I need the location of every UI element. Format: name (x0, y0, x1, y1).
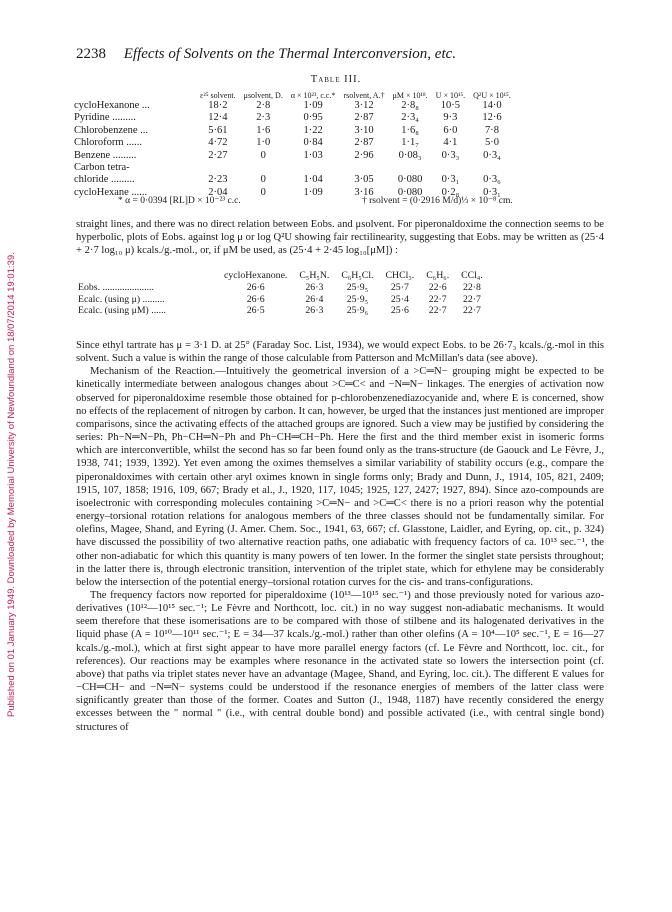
page-number: 2238 (76, 46, 106, 62)
table-footnote-alpha: * α = 0·0394 [RL]D × 10⁻²³ c.c. (118, 196, 241, 206)
paragraph-ethyl-tartrate: Since ethyl tartrate has μ = 3·1 D. at 25° (Faraday Soc. List, 1934), we would expect Eobs. to be 26·7₃ kcals./g.-mol in this solvent. Such a value is within the range of those calculable from Patterson and McMillan's data (see above). (76, 340, 604, 365)
table-cell: 26·6 (246, 281, 265, 293)
row-label: Ecalc. (using μM) ...... (78, 305, 166, 317)
page-header (76, 46, 601, 63)
table-cell: 22·6 (428, 281, 447, 293)
table-cell: 0·95 (303, 112, 323, 124)
row-label: Ecalc. (using μ) ......... (78, 293, 165, 305)
table-cell: 22·7 (462, 293, 481, 305)
table-cell: 2·23 (208, 174, 228, 186)
table-cell: 2·8 (256, 100, 271, 111)
table-cell: 7·8 (484, 124, 499, 136)
table-cell: 22·8 (462, 281, 481, 293)
column-header: C₆H₅Cl. (341, 270, 374, 281)
main-text (76, 339, 604, 734)
table-row (72, 162, 515, 174)
table-cell: 2·96 (354, 149, 374, 161)
table-cell: 2·87 (354, 112, 374, 124)
table-cell: 0 (260, 186, 266, 198)
table-cell: 25·9₆ (346, 305, 369, 317)
table-cell: 22·7 (428, 293, 447, 305)
table-cell: 26·5 (246, 305, 265, 317)
table-cell: 1·0 (256, 137, 271, 149)
table-cell: 6·0 (443, 124, 458, 136)
table-cell (432, 162, 469, 174)
table-row (76, 294, 489, 306)
column-header: rsolvent, A.† (343, 91, 385, 100)
column-header: cycloHexanone. (224, 270, 288, 281)
table-row (72, 125, 515, 137)
table-cell (196, 162, 240, 174)
table-cell: 5·0 (484, 137, 499, 149)
table-cell: 14·0 (482, 100, 502, 111)
table-cell: 3·10 (354, 124, 374, 136)
table-cell: 0·08₃ (398, 149, 422, 161)
column-header: CCl₄. (461, 270, 483, 281)
table-cell: 25·6 (390, 305, 409, 317)
column-header: U × 10¹⁵. (435, 91, 466, 100)
table-cell: 18·2 (208, 100, 228, 111)
table-cell: 1·09 (303, 186, 323, 198)
column-header: C₆H₆. (426, 270, 450, 281)
column-header: α × 10²³, c.c.* (290, 91, 336, 100)
row-label: Chlorobenzene ... (74, 124, 149, 136)
table-cell: 2·87 (354, 137, 374, 149)
column-header (76, 270, 218, 282)
table-cell: 26·3 (305, 281, 324, 293)
row-label: Benzene ......... (74, 149, 137, 161)
table-row (72, 100, 515, 112)
solvent-properties-table (72, 92, 515, 199)
table-cell: 1·6₈ (401, 124, 419, 136)
table-cell: 3·05 (354, 174, 374, 186)
table-cell: 1·22 (303, 124, 323, 136)
column-header: μM × 10¹⁸. (392, 91, 428, 100)
table-cell (389, 162, 432, 174)
table-cell: 0 (260, 149, 266, 161)
table-cell: 26·6 (246, 293, 265, 305)
table-cell: 0·3₆ (483, 174, 501, 186)
table-cell: 5·61 (208, 124, 228, 136)
column-header: C₅H₅N. (299, 270, 330, 281)
table-footnote-r: † rsolvent = (0·2916 M/d)⅓ × 10⁻⁸ cm. (362, 196, 513, 206)
row-label: Eobs. ..................... (78, 281, 154, 293)
row-label: chloride ......... (74, 174, 135, 186)
table-cell: 0·3₁ (441, 174, 460, 186)
table-cell: 1·6 (256, 124, 271, 136)
column-header: ε²⁵ solvent. (200, 91, 236, 100)
table-row (76, 305, 489, 317)
table-cell: 26·3 (305, 305, 324, 317)
table-cell: 1·04 (303, 174, 323, 186)
table-cell: 0·84 (303, 137, 323, 149)
table-cell: 2·27 (208, 149, 228, 161)
table-cell (469, 162, 515, 174)
table-row (72, 137, 515, 149)
table-cell: 0·080 (397, 186, 423, 198)
table-row (72, 174, 515, 186)
table-cell: 25·7 (390, 281, 409, 293)
table-cell (287, 162, 340, 174)
table-cell: 0·2₈ (441, 186, 460, 198)
table-cell: 26·4 (305, 293, 324, 305)
row-label: cycloHexanone ... (74, 100, 150, 111)
paragraph-mechanism: Mechanism of the Reaction.—Intuitively the geometrical inversion of a >C═N− grouping might be expected to be kinetically intermediate between analogous changes about >C═C< and −N═N− linkages. The energies of activation now observed for piperonaldoxime resemble those obtained for p-chlorobenzenediazocyanide and, where E is concerned, show no effects of the replacement of nitrogen by carbon. It can, however, be urged that the instances just mentioned are improper comparisons, since the activating effects of the attached groups are ignored. Such a view may be justified by considering the series: Ph−N═N−Ph, Ph−CH═N−Ph and Ph−CH═CH−Ph. Here the first and the third member exist in isomeric forms which are interconvertible, whilst the second has so far been found only as the trans-structure (de Gaouck and Le Fèvre, J., 1938, 741; 1939, 1392). Yet even among the oximes themselves a similar variability of stability occurs (e.g., compare the piperonaldoximes with certain other aryl oximes known in single forms only; Brady and Dunn, J., 1914, 105, 821, 2409; 1915, 107, 1858; 1916, 109, 667; Brady et al., J., 1920, 117, 1045; 1925, 127, 2427; 1927, 894). Since azo-compounds are isoelectronic with corresponding molecules containing >C═N− and >C═C< there is no a priori reason why the potential energy–torsional rotation relations for analogous members of the three classes should not be fundamentally similar. For olefins, Magee, Shand, and Eyring (J. Amer. Chem. Soc., 1941, 63, 667; cf. Glasstone, Laidler, and Eyring, op. cit., p. 324) have discussed the possibility of two alternative reaction paths, one adiabatic with frequency factors of ca. 10¹³ sec.⁻¹, the other non-adiabatic for which this quantity is many powers of ten lower. In the former the singlet state persists throughout; in the latter there is, through electronic transition, intervention of the triplet state, which for ethylene may be considerably below the intersection of the potential energy–torsional rotation curves for the cis- and trans-configurations. (76, 366, 604, 588)
table-row (76, 282, 489, 294)
table-cell: 1·03 (303, 149, 323, 161)
column-header: Q²U × 10¹⁵. (473, 91, 511, 100)
table-cell: 2·3 (256, 112, 271, 124)
publication-sidebar-note: Published on 01 January 1949. Downloaded by Memorial University of Newfoundland on 18/07/2014 19:01:39. (6, 252, 17, 718)
table-cell: 25·4 (390, 293, 409, 305)
table-cell: 10·5 (440, 100, 461, 111)
table-cell: 22·7 (462, 305, 481, 317)
paragraph-frequency-factors: The frequency factors now reported for piperaldoxime (10¹³—10¹⁵ sec.⁻¹) and those previously noted for various azo-derivatives (10¹²—10¹⁵ sec.⁻¹; Le Fèvre and Northcott, loc. cit.) in no way suggest non-adiabatic mechanisms. It would seem therefore that these isomerisations are to be compared with those of stilbene and its halogenated derivatives in the liquid phase (A = 10¹⁰—10¹¹ sec.⁻¹; E = 34—37 kcals./g.-mol.) rather than other olefins (A = 10⁴—10⁵ sec.⁻¹, E = 16—27 kcals./g.-mol.), which at first sight appear to have more parallel energy factors (cf. Le Fèvre and Northcott, loc. cit., for references). Our reactions may be examples where resonance in the activated state so lowers the intersection point (cf. above) that paths via triplet states never have an advantage (Magee, Shand, and Eyring, loc. cit.). The different E values for −CH═CH− and −N═N− systems could be understood if the resonance energies of members of the latter class were significantly greater than those of the former. Coates and Sutton (J., 1948, 1187) have recently considered the energy excesses between the " normal " (i.e., with central double bond) and possible activated (i.e., with central single bond) structures of (76, 589, 604, 733)
table-cell: 12·6 (482, 112, 502, 124)
row-label: Chloroform ...... (74, 137, 142, 149)
table-cell: 12·4 (208, 112, 228, 124)
table-cell: 4·1 (443, 137, 458, 149)
row-label: cycloHexane ...... (74, 186, 148, 198)
table-cell: 9·3 (443, 112, 458, 124)
table-cell (339, 162, 388, 174)
table-cell: 22·7 (428, 305, 447, 317)
table-cell: 2·04 (208, 186, 228, 198)
table-cell: 0 (260, 174, 266, 186)
table-row (72, 112, 515, 124)
table-cell: 1·1₇ (401, 137, 419, 149)
table-cell: 0·080 (397, 174, 423, 186)
table-cell: 3·16 (354, 186, 374, 198)
table-cell: 1·09 (303, 100, 323, 111)
table-cell: 25·9₅ (346, 281, 369, 293)
column-header (72, 92, 196, 100)
energy-comparison-table (76, 270, 489, 317)
table-row (72, 150, 515, 162)
table-cell: 4·72 (208, 137, 228, 149)
table-cell: 2·3₄ (401, 112, 419, 124)
table-cell (240, 162, 287, 174)
table-cell: 0·3₄ (483, 149, 501, 161)
table-cell: 0·3₁ (483, 186, 501, 198)
table-cell: 3·12 (354, 100, 374, 111)
column-header: CHCl₃. (385, 270, 415, 281)
running-title: Effects of Solvents on the Thermal Interconversion, etc. (123, 46, 457, 62)
table-cell: 0·3₃ (441, 149, 460, 161)
column-header: μsolvent, D. (243, 91, 283, 100)
table-caption: Table III. (310, 74, 362, 85)
paragraph-intro: straight lines, and there was no direct relation between Eobs. and μsolvent. For piperonaldoxime the connection seems to be hyperbolic, plots of Eobs. against log μ or log Q²U showing fair rectilinearity, suggesting that Eobs. may be written as (25·4 + 2·7 log₁₀ μ) kcals./g.-mol., or, if μM be used, as (25·4 + 2·45 log₁₀[μM]) : (76, 219, 604, 257)
row-label: Pyridine ......... (74, 112, 136, 124)
row-label: Carbon tetra- (74, 161, 130, 173)
table-cell: 2·8₈ (401, 100, 419, 111)
table-cell: 25·9₅ (346, 293, 369, 305)
